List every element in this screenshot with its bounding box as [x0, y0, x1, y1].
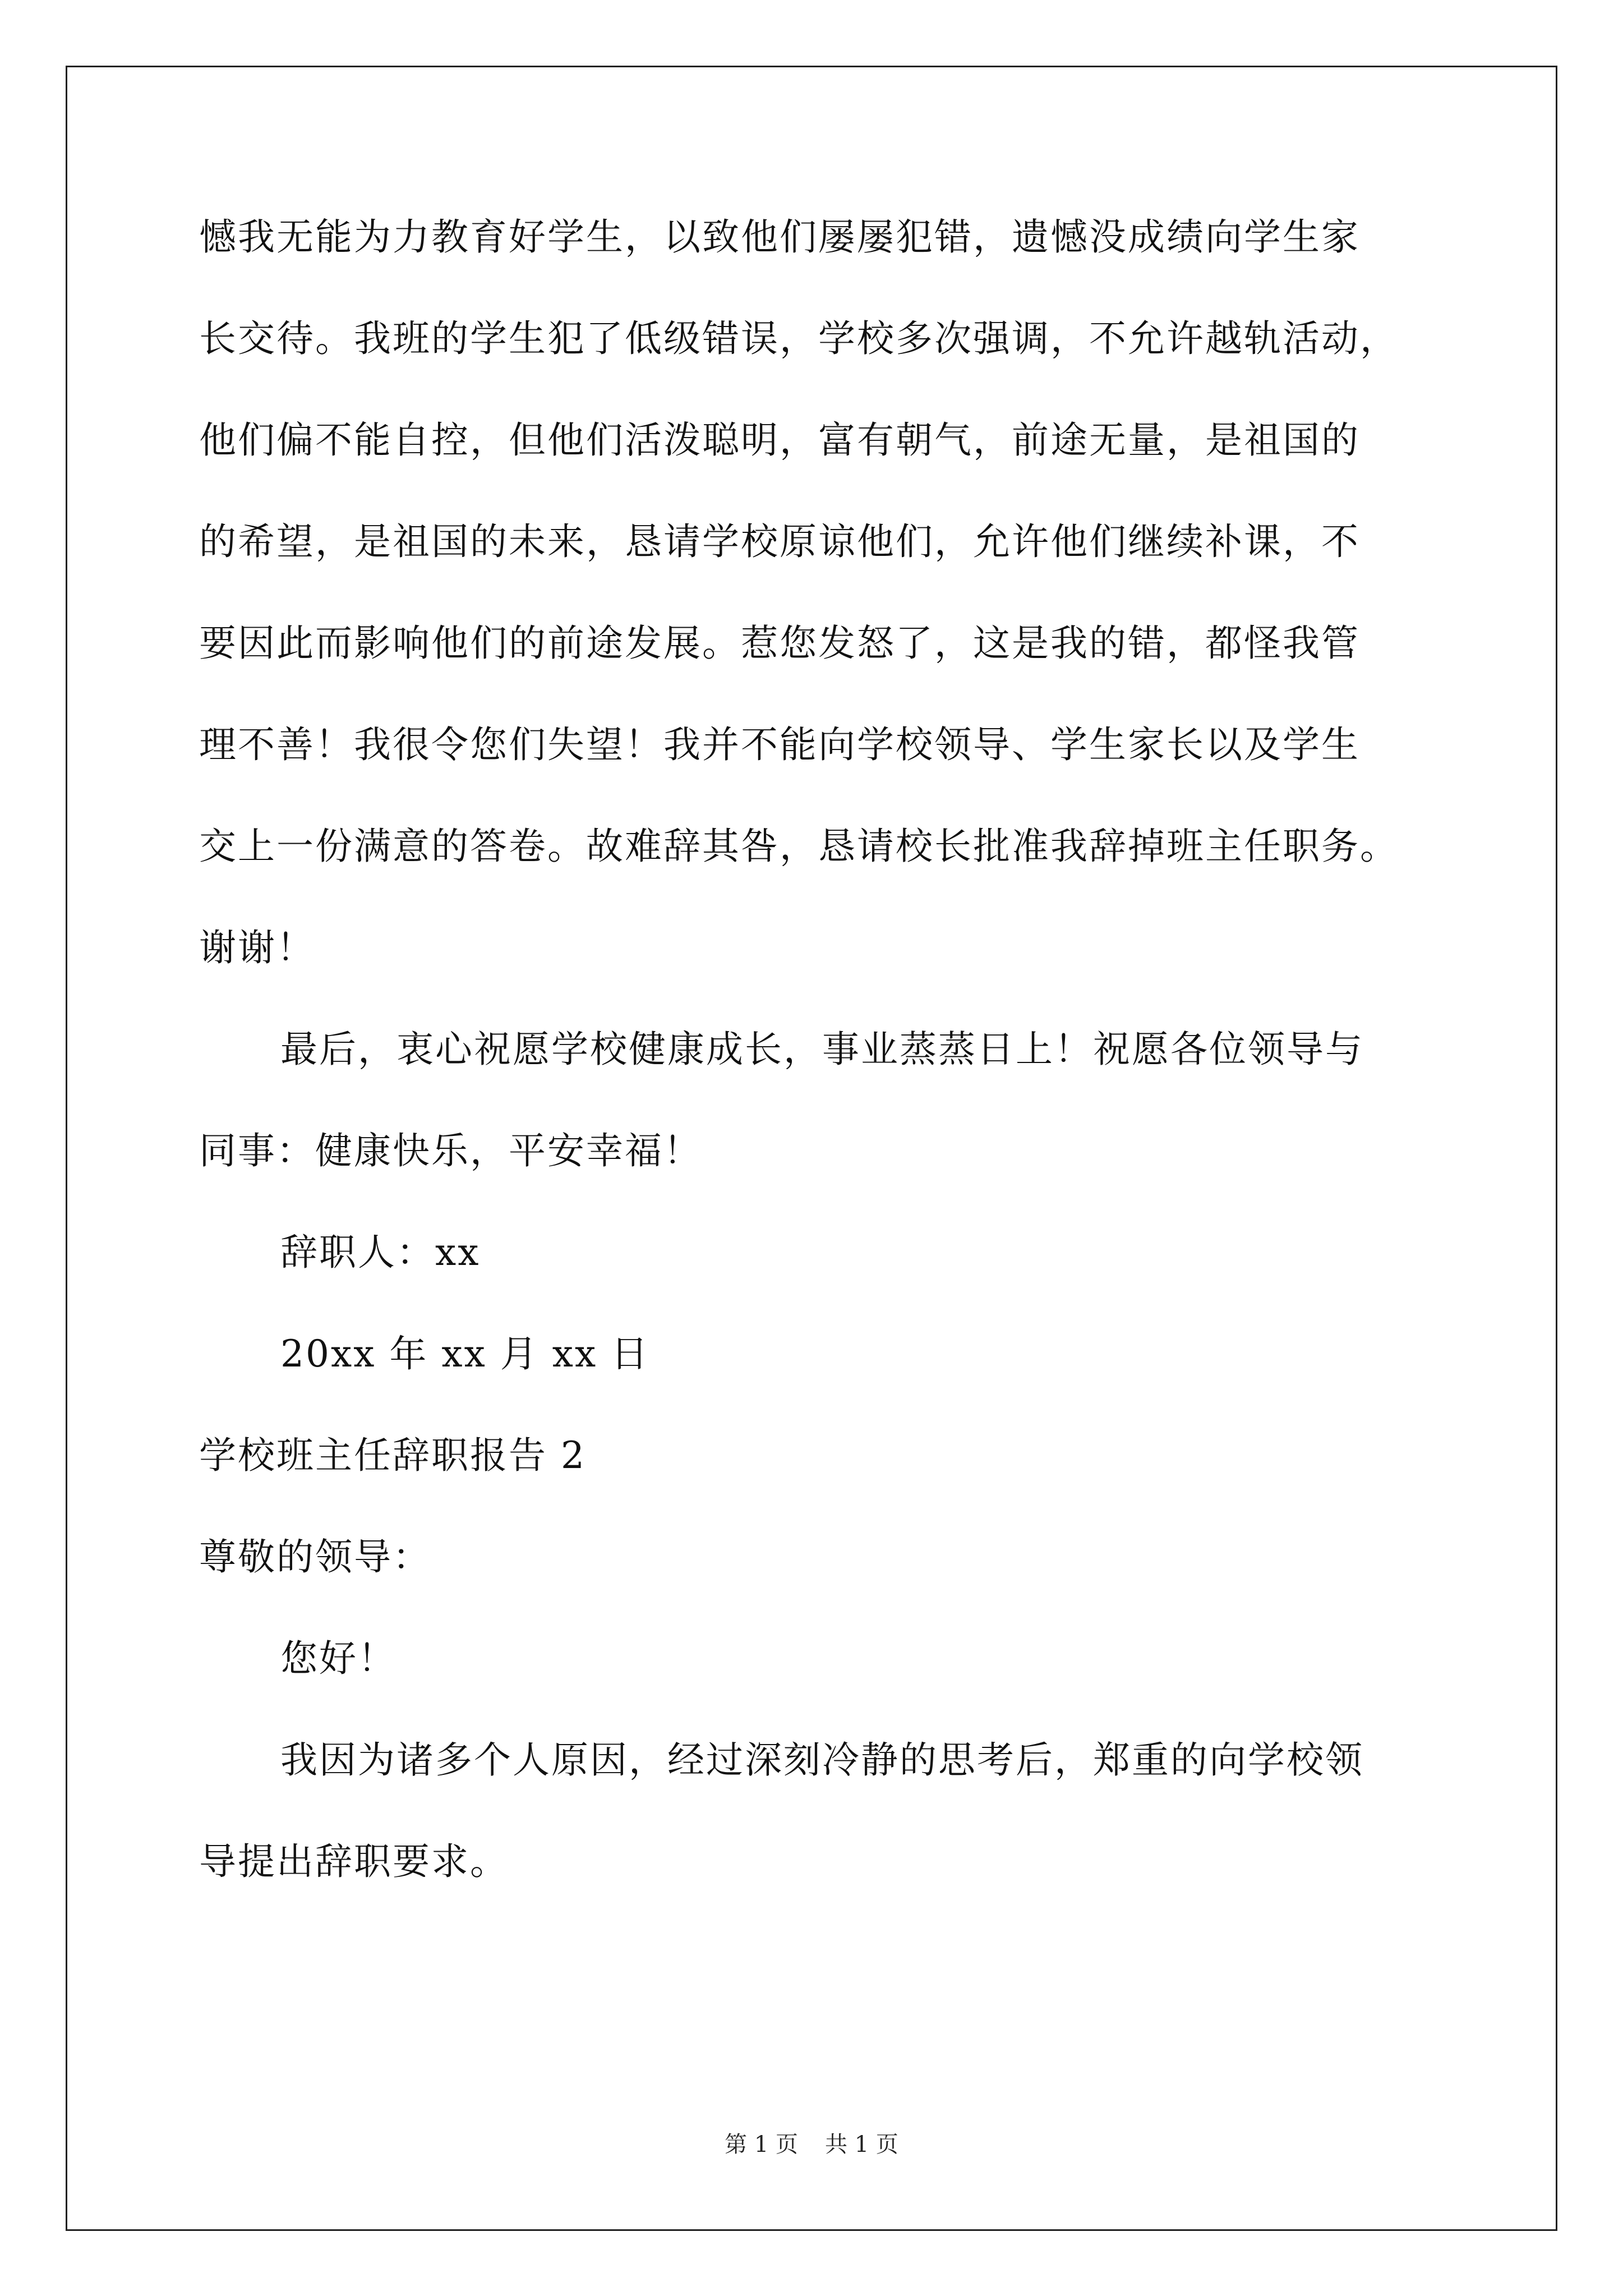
- body-line: 理不善！我很令您们失望！我并不能向学校领导、学生家长以及学生: [199, 723, 1360, 766]
- body-line: 的希望，是祖国的未来，恳请学校原谅他们，允许他们继续补课，不: [199, 520, 1360, 563]
- page-footer: [0, 2133, 1623, 2156]
- body-line: 长交待。我班的学生犯了低级错误，学校多次强调，不允许越轨活动，: [199, 317, 1399, 360]
- salutation: 尊敬的领导：: [199, 1535, 431, 1579]
- greeting: 您好！: [280, 1637, 396, 1680]
- document-body: [199, 215, 1433, 1945]
- paragraph-line: 我因为诸多个人原因，经过深刻冷静的思考后，郑重的向学校领: [280, 1738, 1364, 1782]
- page-number: 第 1 页: [725, 2132, 798, 2157]
- section-title: 学校班主任辞职报告 2: [199, 1434, 586, 1477]
- body-line: 谢谢！: [199, 926, 315, 969]
- body-line: 他们偏不能自控，但他们活泼聪明，富有朝气，前途无量，是祖国的: [199, 418, 1360, 462]
- signature-line: 辞职人：xx: [280, 1231, 481, 1274]
- body-line: 要因此而影响他们的前途发展。惹您发怒了，这是我的错，都怪我管: [199, 622, 1360, 665]
- body-line: 导提出辞职要求。: [199, 1840, 509, 1883]
- body-line: 憾我无能为力教育好学生，以致他们屡屡犯错，遗憾没成绩向学生家: [199, 215, 1360, 259]
- page-total: 共 1 页: [825, 2132, 898, 2157]
- closing-paragraph: 最后，衷心祝愿学校健康成长，事业蒸蒸日上！祝愿各位领导与: [280, 1028, 1364, 1071]
- body-line: 同事：健康快乐，平安幸福！: [199, 1129, 702, 1172]
- body-line: 交上一份满意的答卷。故难辞其咎，恳请校长批准我辞掉班主任职务。: [199, 825, 1399, 868]
- date-line: 20xx 年 xx 月 xx 日: [280, 1332, 650, 1375]
